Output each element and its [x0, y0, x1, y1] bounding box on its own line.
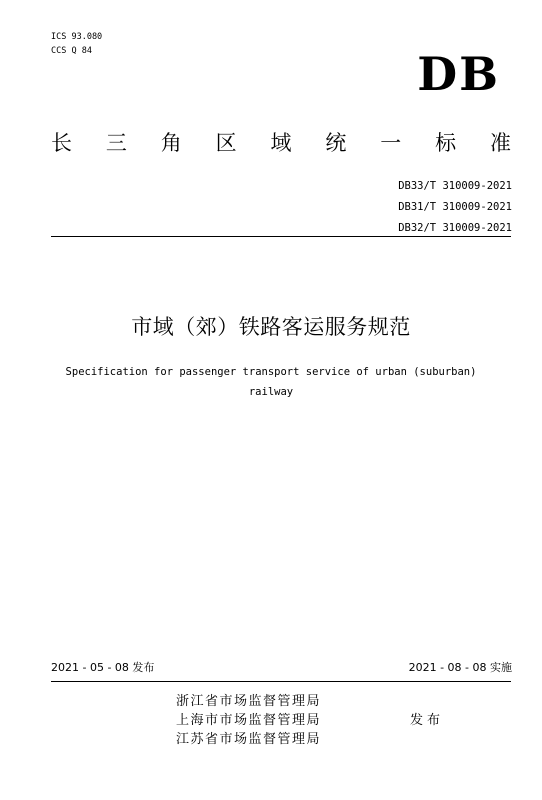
title-en-line2: railway	[248, 386, 294, 398]
classification-codes	[51, 30, 102, 58]
title-char: 准	[490, 131, 511, 155]
issuer-jiangsu: 江苏省市场监督管理局	[176, 732, 322, 747]
title-char: 区	[215, 131, 237, 155]
issuer-zhejiang: 浙江省市场监督管理局	[176, 694, 322, 709]
title-char: 一	[380, 131, 402, 155]
publish-label: 发布	[410, 713, 445, 728]
title-char: 统	[325, 131, 347, 155]
footer-divider	[51, 681, 511, 682]
ccs-code: CCS Q 84	[51, 46, 92, 56]
issuing-authorities	[176, 692, 321, 749]
header-divider	[51, 236, 511, 237]
standard-number-zj: DB33/T 310009-2021	[398, 180, 512, 192]
standard-number-sh: DB31/T 310009-2021	[398, 201, 512, 213]
title-char: 域	[270, 131, 292, 155]
ics-code: ICS 93.080	[51, 32, 103, 42]
issue-date: 2021 - 05 - 08 发布	[51, 661, 155, 674]
effective-date: 2021 - 08 - 08 实施	[408, 661, 512, 674]
title-char: 三	[105, 131, 127, 155]
db-logo: DB	[417, 47, 500, 101]
title-char: 标	[435, 131, 457, 155]
standard-number-js: DB32/T 310009-2021	[398, 222, 512, 234]
standard-numbers	[398, 176, 512, 239]
title-en-line1: Specification for passenger transport service of urban (suburban)	[65, 366, 477, 378]
document-title-cn: 市域（郊）铁路客运服务规范	[131, 315, 411, 339]
standard-type-title	[51, 128, 511, 158]
title-char: 长	[51, 131, 72, 155]
document-title-en	[30, 362, 512, 402]
title-char: 角	[160, 131, 182, 155]
issuer-shanghai: 上海市市场监督管理局	[176, 713, 322, 728]
